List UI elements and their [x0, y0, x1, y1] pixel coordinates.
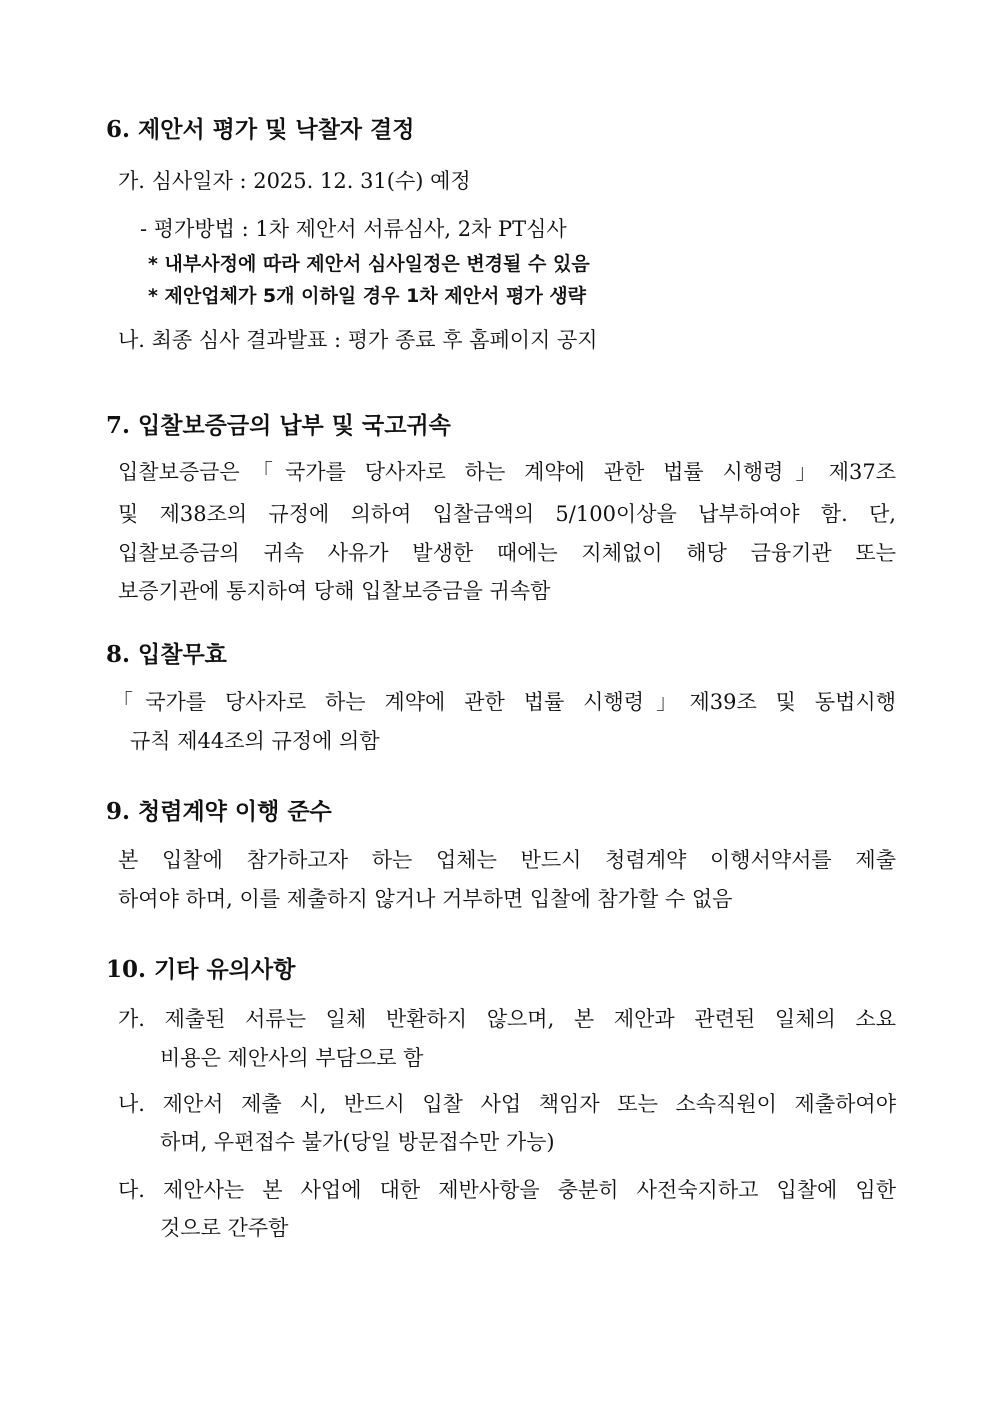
s10-item-na-line-1: 나. 제안서 제출 시, 반드시 입찰 사업 책임자 또는 소속직원이 제출하여야 — [118, 1092, 896, 1116]
section-9-heading: 9. 청렴계약 이행 준수 — [106, 798, 332, 825]
section-10-heading: 10. 기타 유의사항 — [106, 956, 296, 983]
s9-line-2: 하여야 하며, 이를 제출하지 않거나 거부하면 입찰에 참가할 수 없음 — [118, 887, 733, 911]
s6-item-na: 나. 최종 심사 결과발표 : 평가 종료 후 홈페이지 공지 — [118, 328, 598, 352]
s9-line-1: 본 입찰에 참가하고자 하는 업체는 반드시 청렴계약 이행서약서를 제출 — [118, 848, 896, 872]
s7-line-2: 및 제38조의 규정에 의하여 입찰금액의 5/100이상을 납부하여야 함. 단, — [118, 502, 896, 526]
s6-method: - 평가방법 : 1차 제안서 서류심사, 2차 PT심사 — [140, 217, 567, 241]
s7-line-1: 입찰보증금은「국가를 당사자로 하는 계약에 관한 법률 시행령」제37조 — [118, 460, 896, 484]
s10-item-ga-line-2: 비용은 제안사의 부담으로 함 — [160, 1046, 424, 1070]
s10-item-ga-line-1: 가. 제출된 서류는 일체 반환하지 않으며, 본 제안과 관련된 일체의 소요 — [118, 1007, 896, 1031]
section-7-heading: 7. 입찰보증금의 납부 및 국고귀속 — [106, 412, 451, 439]
s7-line-4: 보증기관에 통지하여 당해 입찰보증금을 귀속함 — [118, 579, 551, 603]
s6-note-1: * 내부사정에 따라 제안서 심사일정은 변경될 수 있음 — [148, 253, 590, 275]
s10-item-da-line-2: 것으로 간주함 — [160, 1216, 289, 1240]
s8-line-1: 「국가를 당사자로 하는 계약에 관한 법률 시행령」제39조 및 동법시행 — [112, 690, 896, 714]
s6-item-ga: 가. 심사일자 : 2025. 12. 31(수) 예정 — [118, 169, 471, 193]
s6-note-2: * 제안업체가 5개 이하일 경우 1차 제안서 평가 생략 — [148, 285, 587, 307]
s10-item-na-line-2: 하며, 우편접수 불가(당일 방문접수만 가능) — [160, 1130, 555, 1154]
s7-line-3: 입찰보증금의 귀속 사유가 발생한 때에는 지체없이 해당 금융기관 또는 — [118, 541, 896, 565]
section-8-heading: 8. 입찰무효 — [106, 641, 227, 668]
section-6-heading: 6. 제안서 평가 및 낙찰자 결정 — [106, 116, 415, 143]
s8-line-2: 규칙 제44조의 규정에 의함 — [130, 729, 380, 753]
s10-item-da-line-1: 다. 제안사는 본 사업에 대한 제반사항을 충분히 사전숙지하고 입찰에 임한 — [118, 1178, 896, 1202]
